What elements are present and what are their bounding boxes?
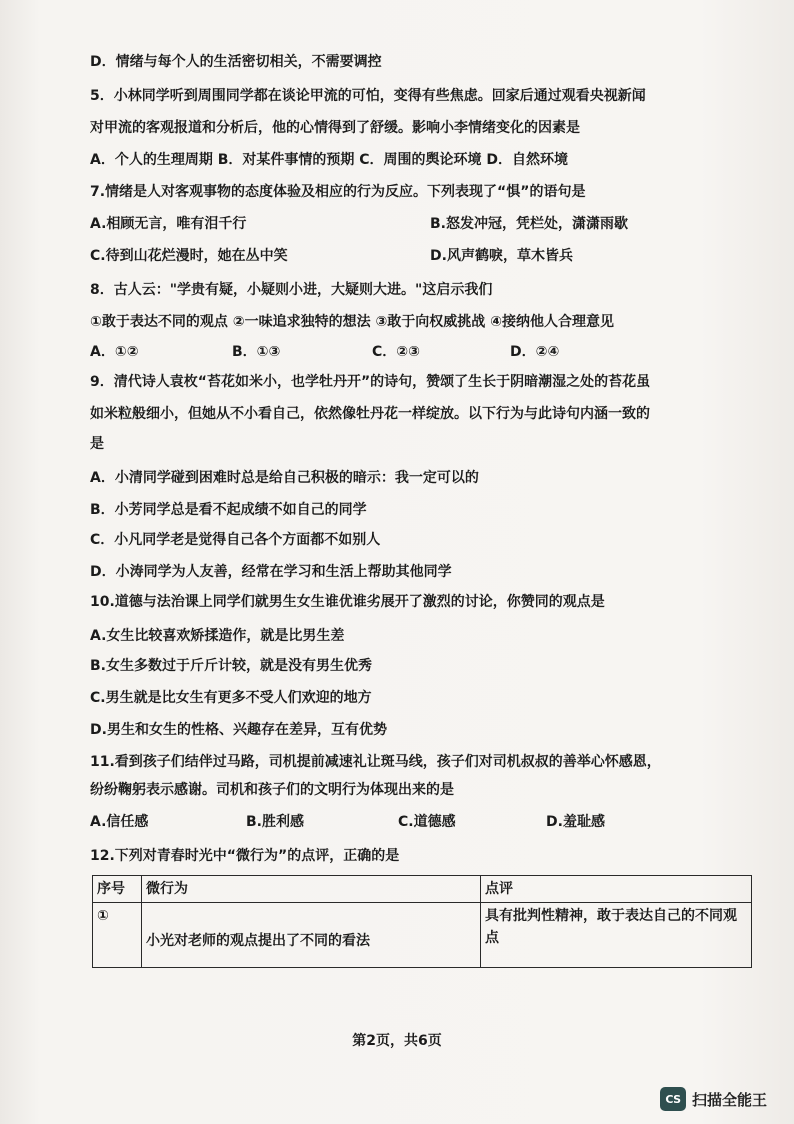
q9-option-d: D．小涛同学为人友善，经常在学习和生活上帮助其他同学 <box>90 564 452 580</box>
q8-option-d: D．②④ <box>510 344 560 360</box>
q11-stem-line2: 纷纷鞠躬表示感谢。司机和孩子们的文明行为体现出来的是 <box>90 782 454 798</box>
q7-option-a: A.相顾无言，唯有泪千行 <box>90 216 247 232</box>
table-header-comment: 点评 <box>481 876 752 903</box>
q8-stem: 8．古人云："学贵有疑，小疑则小进，大疑则大进。"这启示我们 <box>90 282 493 298</box>
table-header-behavior: 微行为 <box>142 876 481 903</box>
q9-stem-line1: 9．清代诗人袁枚“苔花如米小，也学牡丹开”的诗句，赞颂了生长于阴暗潮湿之处的苔花虽 <box>90 374 651 390</box>
q10-option-a: A.女生比较喜欢矫揉造作，就是比男生差 <box>90 628 345 644</box>
watermark-text: 扫描全能王 <box>692 1090 768 1109</box>
q12-stem: 12.下列对青春时光中“微行为”的点评，正确的是 <box>90 848 400 864</box>
q9-stem-line3: 是 <box>90 436 104 452</box>
q9-option-b: B．小芳同学总是看不起成绩不如自己的同学 <box>90 502 367 518</box>
q9-option-a: A．小清同学碰到困难时总是给自己积极的暗示：我一定可以的 <box>90 470 479 486</box>
q12-table <box>92 875 752 968</box>
q8-option-b: B．①③ <box>232 344 281 360</box>
q10-option-c: C.男生就是比女生有更多不受人们欢迎的地方 <box>90 690 372 706</box>
q7-stem: 7.情绪是人对客观事物的态度体验及相应的行为反应。下列表现了“惧”的语句是 <box>90 184 586 200</box>
q5-options: A．个人的生理周期 B．对某件事情的预期 C．周围的舆论环境 D．自然环境 <box>90 152 569 168</box>
table-cell-no: ① <box>93 903 142 968</box>
table-cell-behavior: 小光对老师的观点提出了不同的看法 <box>142 903 481 968</box>
table-header-no: 序号 <box>93 876 142 903</box>
scanner-watermark <box>660 1085 767 1113</box>
q11-option-a: A.信任感 <box>90 814 149 830</box>
q11-option-c: C.道德感 <box>398 814 456 830</box>
q8-option-c: C．②③ <box>372 344 420 360</box>
q7-option-b: B.怒发冲冠，凭栏处，潇潇雨歇 <box>430 216 628 232</box>
q11-stem-line1: 11.看到孩子们结伴过马路，司机提前减速礼让斑马线，孩子们对司机叔叔的善举心怀感恩， <box>90 754 661 770</box>
camscanner-logo-icon: CS <box>660 1087 686 1111</box>
q8-statements: ①敢于表达不同的观点 ②一味追求独特的想法 ③敢于向权威挑战 ④接纳他人合理意见 <box>90 314 615 330</box>
table-header-row <box>93 876 752 903</box>
q8-option-a: A．①② <box>90 344 139 360</box>
q7-option-c: C.待到山花烂漫时，她在丛中笑 <box>90 248 288 264</box>
q7-option-d: D.风声鹤唳，草木皆兵 <box>430 248 573 264</box>
page-footer: 第2页，共6页 <box>352 1033 442 1049</box>
q4-option-d: D．情绪与每个人的生活密切相关，不需要调控 <box>90 54 382 70</box>
table-row <box>93 903 752 968</box>
q9-option-c: C．小凡同学老是觉得自己各个方面都不如别人 <box>90 532 381 548</box>
q11-option-d: D.羞耻感 <box>546 814 605 830</box>
q10-option-d: D.男生和女生的性格、兴趣存在差异，互有优势 <box>90 722 387 738</box>
table-cell-comment: 具有批判性精神，敢于表达自己的不同观点 <box>481 903 752 968</box>
q10-stem: 10.道德与法治课上同学们就男生女生谁优谁劣展开了激烈的讨论，你赞同的观点是 <box>90 594 605 610</box>
q9-stem-line2: 如米粒般细小，但她从不小看自己，依然像牡丹花一样绽放。以下行为与此诗句内涵一致的 <box>90 406 650 422</box>
q5-stem-line2: 对甲流的客观报道和分析后，他的心情得到了舒缓。影响小李情绪变化的因素是 <box>90 120 580 136</box>
q10-option-b: B.女生多数过于斤斤计较，就是没有男生优秀 <box>90 658 372 674</box>
q11-option-b: B.胜利感 <box>246 814 304 830</box>
q5-stem-line1: 5．小林同学听到周围同学都在谈论甲流的可怕，变得有些焦虑。回家后通过观看央视新闻 <box>90 88 646 104</box>
